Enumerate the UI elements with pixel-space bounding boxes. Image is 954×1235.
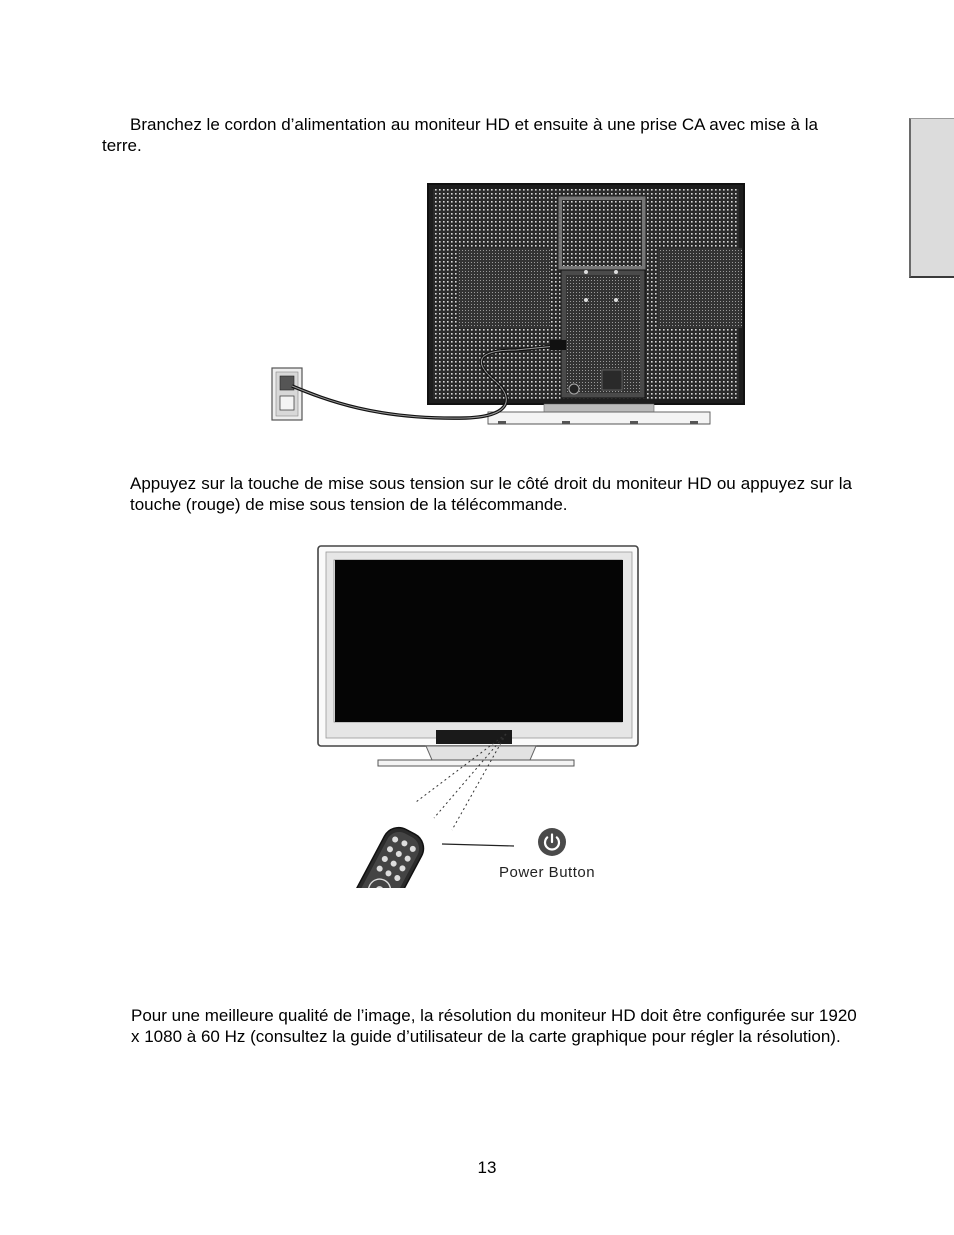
- monitor-front: [318, 546, 638, 766]
- monitor-front-illustration: [310, 540, 640, 890]
- wall-outlet: [272, 368, 302, 420]
- monitor-rear-illustration: [266, 180, 776, 430]
- instruction-power-on: Appuyez sur la touche de mise sous tension sur le côté droit du moniteur HD ou appuyez sur la touche (rouge) de mise sous tension de la télécommande.: [130, 474, 852, 514]
- monitor-stand: [488, 404, 710, 424]
- page-number: 13: [477, 1158, 497, 1177]
- section-tab: [909, 118, 954, 278]
- instruction-resolution: Pour une meilleure qualité de l’image, la résolution du moniteur HD doit être configurée sur 1920 x 1080 à 60 Hz (consultez la guide d’utilisateur de la carte graphique pour régler la résolution).: [131, 1006, 857, 1046]
- power-icon: [537, 827, 567, 857]
- callout-line: [442, 844, 514, 846]
- power-button-label: Power Button: [499, 864, 596, 881]
- remote-control: [340, 822, 429, 890]
- instruction-power-cord: Branchez le cordon d’alimentation au moniteur HD et ensuite à une prise CA avec mise à la terre.: [102, 115, 818, 155]
- monitor-back: [428, 184, 744, 404]
